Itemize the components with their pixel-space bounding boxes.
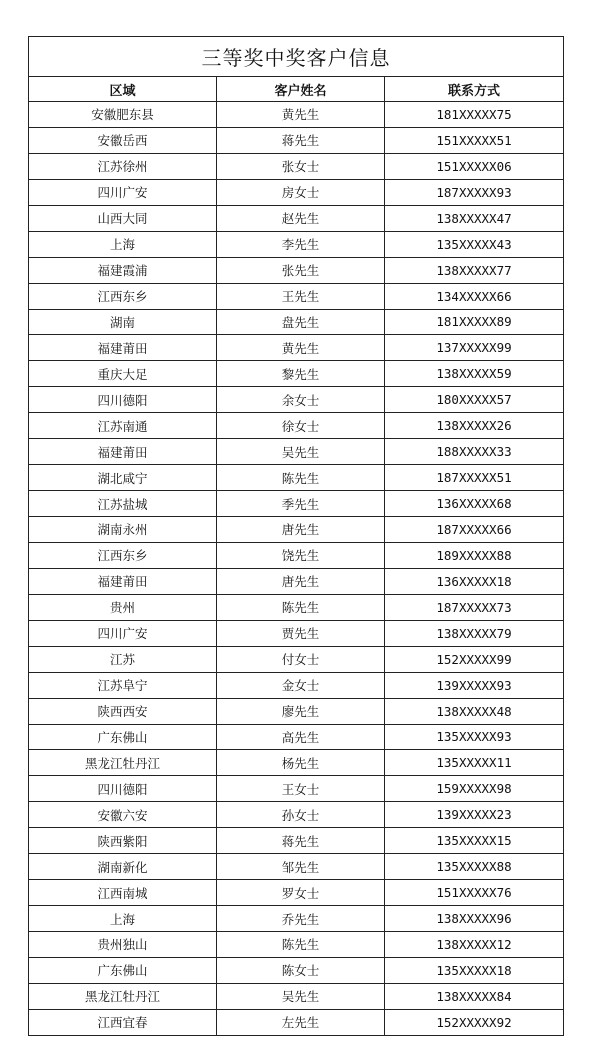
table-row — [29, 205, 564, 231]
cell-region: 江苏阜宁 — [29, 672, 217, 698]
table-row — [29, 620, 564, 646]
cell-contact: 135XXXXX93 — [385, 724, 564, 750]
cell-region: 湖南永州 — [29, 517, 217, 543]
cell-contact: 135XXXXX15 — [385, 828, 564, 854]
cell-region: 四川广安 — [29, 620, 217, 646]
cell-region: 江西南城 — [29, 880, 217, 906]
cell-contact: 152XXXXX99 — [385, 646, 564, 672]
cell-region: 陕西紫阳 — [29, 828, 217, 854]
header-row — [29, 77, 564, 102]
cell-region: 四川德阳 — [29, 776, 217, 802]
table-row — [29, 672, 564, 698]
cell-region: 四川德阳 — [29, 387, 217, 413]
cell-contact: 138XXXXX77 — [385, 257, 564, 283]
table-row — [29, 1009, 564, 1035]
table-row — [29, 179, 564, 205]
cell-contact: 136XXXXX18 — [385, 568, 564, 594]
header-region: 区域 — [29, 77, 217, 102]
table-row — [29, 283, 564, 309]
cell-contact: 187XXXXX51 — [385, 465, 564, 491]
cell-region: 四川广安 — [29, 179, 217, 205]
cell-customer-name: 黄先生 — [217, 102, 385, 128]
cell-customer-name: 吴先生 — [217, 439, 385, 465]
cell-customer-name: 贾先生 — [217, 620, 385, 646]
cell-customer-name: 盘先生 — [217, 309, 385, 335]
table-row — [29, 828, 564, 854]
cell-contact: 152XXXXX92 — [385, 1009, 564, 1035]
cell-region: 江苏南通 — [29, 413, 217, 439]
cell-customer-name: 黎先生 — [217, 361, 385, 387]
table-row — [29, 750, 564, 776]
cell-region: 江苏盐城 — [29, 491, 217, 517]
table-title: 三等奖中奖客户信息 — [29, 37, 564, 77]
cell-contact: 159XXXXX98 — [385, 776, 564, 802]
cell-customer-name: 邹先生 — [217, 854, 385, 880]
cell-region: 福建莆田 — [29, 439, 217, 465]
cell-customer-name: 金女士 — [217, 672, 385, 698]
table-row — [29, 594, 564, 620]
cell-contact: 151XXXXX76 — [385, 880, 564, 906]
cell-region: 黑龙江牡丹江 — [29, 750, 217, 776]
winners-sheet — [28, 36, 563, 1036]
cell-contact: 189XXXXX88 — [385, 542, 564, 568]
cell-region: 江西宜春 — [29, 1009, 217, 1035]
cell-customer-name: 乔先生 — [217, 906, 385, 932]
table-row — [29, 335, 564, 361]
cell-region: 陕西西安 — [29, 698, 217, 724]
table-row — [29, 439, 564, 465]
cell-customer-name: 黄先生 — [217, 335, 385, 361]
cell-contact: 138XXXXX12 — [385, 932, 564, 958]
cell-contact: 138XXXXX48 — [385, 698, 564, 724]
cell-region: 湖北咸宁 — [29, 465, 217, 491]
cell-region: 湖南新化 — [29, 854, 217, 880]
cell-customer-name: 张女士 — [217, 153, 385, 179]
cell-contact: 137XXXXX99 — [385, 335, 564, 361]
cell-customer-name: 蒋先生 — [217, 127, 385, 153]
cell-contact: 187XXXXX73 — [385, 594, 564, 620]
table-row — [29, 309, 564, 335]
cell-customer-name: 罗女士 — [217, 880, 385, 906]
cell-customer-name: 唐先生 — [217, 568, 385, 594]
table-row — [29, 983, 564, 1009]
table-row — [29, 646, 564, 672]
cell-contact: 188XXXXX33 — [385, 439, 564, 465]
table-row — [29, 102, 564, 128]
cell-customer-name: 余女士 — [217, 387, 385, 413]
cell-region: 福建霞浦 — [29, 257, 217, 283]
cell-customer-name: 徐女士 — [217, 413, 385, 439]
table-row — [29, 491, 564, 517]
cell-customer-name: 左先生 — [217, 1009, 385, 1035]
cell-customer-name: 房女士 — [217, 179, 385, 205]
cell-customer-name: 李先生 — [217, 231, 385, 257]
cell-customer-name: 张先生 — [217, 257, 385, 283]
winners-table — [28, 36, 564, 1036]
cell-contact: 135XXXXX11 — [385, 750, 564, 776]
cell-customer-name: 赵先生 — [217, 205, 385, 231]
table-row — [29, 698, 564, 724]
table-row — [29, 413, 564, 439]
cell-customer-name: 杨先生 — [217, 750, 385, 776]
table-row — [29, 880, 564, 906]
cell-customer-name: 陈先生 — [217, 932, 385, 958]
cell-customer-name: 陈女士 — [217, 957, 385, 983]
cell-customer-name: 陈先生 — [217, 465, 385, 491]
cell-customer-name: 蒋先生 — [217, 828, 385, 854]
cell-contact: 180XXXXX57 — [385, 387, 564, 413]
table-row — [29, 802, 564, 828]
cell-customer-name: 廖先生 — [217, 698, 385, 724]
cell-region: 江苏徐州 — [29, 153, 217, 179]
table-row — [29, 957, 564, 983]
cell-contact: 139XXXXX93 — [385, 672, 564, 698]
cell-contact: 135XXXXX43 — [385, 231, 564, 257]
cell-region: 江西东乡 — [29, 542, 217, 568]
cell-region: 安徽肥东县 — [29, 102, 217, 128]
cell-contact: 138XXXXX84 — [385, 983, 564, 1009]
cell-contact: 134XXXXX66 — [385, 283, 564, 309]
cell-contact: 138XXXXX59 — [385, 361, 564, 387]
cell-region: 江西东乡 — [29, 283, 217, 309]
table-row — [29, 257, 564, 283]
cell-region: 安徽岳西 — [29, 127, 217, 153]
cell-region: 广东佛山 — [29, 724, 217, 750]
cell-contact: 138XXXXX96 — [385, 906, 564, 932]
cell-customer-name: 季先生 — [217, 491, 385, 517]
cell-region: 重庆大足 — [29, 361, 217, 387]
table-row — [29, 906, 564, 932]
cell-region: 广东佛山 — [29, 957, 217, 983]
cell-contact: 151XXXXX51 — [385, 127, 564, 153]
header-contact: 联系方式 — [385, 77, 564, 102]
cell-region: 上海 — [29, 231, 217, 257]
cell-customer-name: 高先生 — [217, 724, 385, 750]
cell-customer-name: 孙女士 — [217, 802, 385, 828]
table-row — [29, 127, 564, 153]
table-row — [29, 231, 564, 257]
table-row — [29, 776, 564, 802]
cell-customer-name: 付女士 — [217, 646, 385, 672]
table-row — [29, 542, 564, 568]
cell-customer-name: 吴先生 — [217, 983, 385, 1009]
cell-region: 贵州独山 — [29, 932, 217, 958]
cell-contact: 151XXXXX06 — [385, 153, 564, 179]
cell-customer-name: 王女士 — [217, 776, 385, 802]
cell-region: 江苏 — [29, 646, 217, 672]
cell-customer-name: 陈先生 — [217, 594, 385, 620]
cell-contact: 187XXXXX93 — [385, 179, 564, 205]
cell-contact: 138XXXXX26 — [385, 413, 564, 439]
table-row — [29, 854, 564, 880]
cell-region: 黑龙江牡丹江 — [29, 983, 217, 1009]
cell-contact: 139XXXXX23 — [385, 802, 564, 828]
cell-contact: 135XXXXX18 — [385, 957, 564, 983]
cell-customer-name: 唐先生 — [217, 517, 385, 543]
table-row — [29, 153, 564, 179]
table-row — [29, 517, 564, 543]
table-row — [29, 361, 564, 387]
table-row — [29, 724, 564, 750]
cell-region: 上海 — [29, 906, 217, 932]
table-row — [29, 387, 564, 413]
cell-region: 山西大同 — [29, 205, 217, 231]
cell-customer-name: 饶先生 — [217, 542, 385, 568]
header-customer-name: 客户姓名 — [217, 77, 385, 102]
cell-region: 福建莆田 — [29, 335, 217, 361]
cell-contact: 181XXXXX89 — [385, 309, 564, 335]
table-body — [29, 102, 564, 1036]
cell-contact: 136XXXXX68 — [385, 491, 564, 517]
cell-region: 贵州 — [29, 594, 217, 620]
cell-contact: 135XXXXX88 — [385, 854, 564, 880]
cell-region: 湖南 — [29, 309, 217, 335]
cell-region: 安徽六安 — [29, 802, 217, 828]
table-row — [29, 932, 564, 958]
cell-region: 福建莆田 — [29, 568, 217, 594]
cell-contact: 187XXXXX66 — [385, 517, 564, 543]
table-row — [29, 568, 564, 594]
cell-customer-name: 王先生 — [217, 283, 385, 309]
cell-contact: 181XXXXX75 — [385, 102, 564, 128]
table-row — [29, 465, 564, 491]
cell-contact: 138XXXXX79 — [385, 620, 564, 646]
cell-contact: 138XXXXX47 — [385, 205, 564, 231]
